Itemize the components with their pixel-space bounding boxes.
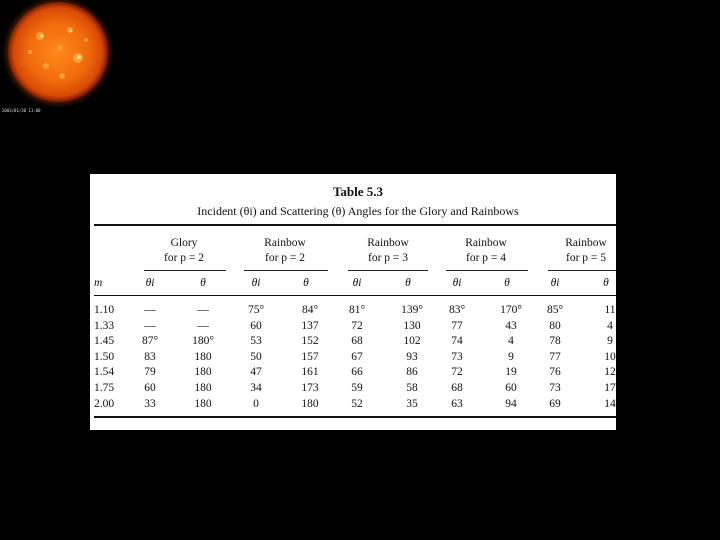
table-cell: 74: [451, 335, 463, 348]
table-cell: —: [144, 319, 156, 332]
table-cell: 19: [505, 366, 517, 379]
table-cell: 180°: [192, 335, 214, 348]
table-cell: 76: [549, 366, 561, 379]
row-m-value: 1.45: [94, 335, 115, 348]
header-rule: [94, 295, 616, 296]
top-rule: [94, 224, 616, 226]
table-cell: 43: [505, 319, 517, 332]
table-cell: 77: [549, 350, 561, 363]
row-m-value: 1.50: [94, 350, 115, 363]
table-cell: 157: [301, 350, 319, 363]
table-cell: 17: [604, 382, 616, 394]
table-cell: —: [144, 304, 156, 316]
table-cell: 180: [194, 366, 212, 379]
table-cell: 67: [351, 350, 363, 363]
table-cell: 152: [301, 335, 319, 348]
group-header-rainbow-p4: [456, 236, 516, 266]
group-for: for p = 4: [465, 252, 507, 264]
group-underline: [548, 270, 616, 271]
table-cell: 75°: [247, 304, 265, 316]
table-cell: 161: [301, 366, 319, 379]
table-cell: —: [197, 304, 209, 316]
group-underline: [244, 270, 328, 271]
table-cell: 180: [194, 350, 212, 363]
table-cell: 83°: [448, 304, 466, 316]
table-cell: 78: [549, 335, 561, 348]
table-cell: 79: [144, 366, 156, 379]
col-header: θ: [200, 277, 206, 289]
table-cell: 180: [301, 397, 319, 410]
table-cell: 94: [505, 397, 517, 410]
table-cell: 50: [250, 350, 262, 363]
group-name: Rainbow: [367, 237, 409, 249]
table-cell: 102: [403, 335, 421, 348]
table-cell: 0: [253, 397, 259, 410]
table-document: [90, 174, 616, 430]
table-cell: 10: [604, 350, 616, 363]
table-cell: 180: [194, 397, 212, 410]
table-cell: 173: [301, 382, 319, 394]
table-cell: 130: [403, 319, 421, 332]
table-cell: 137: [301, 319, 319, 332]
table-cell: 72: [351, 319, 363, 332]
table-cell: 77: [451, 319, 463, 332]
group-name: Rainbow: [264, 237, 306, 249]
sun-timestamp: 2003/01/30 11:00: [2, 108, 41, 113]
table-cell: 60: [144, 382, 156, 394]
table-cell: 66: [351, 366, 363, 379]
table-cell: 86: [406, 366, 418, 379]
table-cell: 68: [351, 335, 363, 348]
table-cell: 9: [508, 350, 514, 363]
table-cell: 60: [505, 382, 517, 394]
group-header-rainbow-p2: [256, 236, 314, 266]
table-cell: 9: [607, 335, 613, 348]
table-cell: 4: [508, 335, 514, 348]
col-header: θi: [251, 277, 261, 289]
col-header: θ: [603, 277, 609, 289]
table-subtitle: Incident (θi) and Scattering (θ) Angles for the Glory and Rainbows: [197, 204, 519, 218]
group-for: for p = 5: [565, 252, 607, 264]
table-cell: 170°: [500, 304, 522, 316]
table-cell: 93: [406, 350, 418, 363]
table-cell: 84°: [301, 304, 319, 316]
row-m-value: 1.75: [94, 382, 115, 394]
group-name: Rainbow: [565, 237, 607, 249]
group-for: for p = 2: [163, 252, 205, 264]
col-header: θi: [452, 277, 462, 289]
table-cell: 72: [451, 366, 463, 379]
table-cell: 60: [250, 319, 262, 332]
col-header: θi: [352, 277, 362, 289]
col-header-m: m: [94, 277, 103, 289]
table-title: Table 5.3: [332, 184, 384, 199]
row-m-value: 1.10: [94, 304, 115, 316]
col-header: θ: [504, 277, 510, 289]
col-header: θi: [550, 277, 560, 289]
table-cell: 73: [549, 382, 561, 394]
group-name: Rainbow: [465, 237, 507, 249]
table-cell: 80: [549, 319, 561, 332]
table-cell: 180: [194, 382, 212, 394]
table-cell: 11: [604, 304, 616, 316]
table-cell: 4: [607, 319, 613, 332]
table-cell: 59: [351, 382, 363, 394]
table-cell: 63: [451, 397, 463, 410]
col-header: θ: [405, 277, 411, 289]
table-cell: 47: [250, 366, 262, 379]
sun-image: [0, 0, 116, 116]
table-cell: 83: [144, 350, 156, 363]
table-cell: 14: [604, 397, 616, 410]
col-header: θ: [303, 277, 309, 289]
group-header-glory: [158, 236, 210, 266]
table-cell: 53: [250, 335, 262, 348]
table-cell: 12: [604, 366, 616, 379]
table-cell: 52: [351, 397, 363, 410]
group-underline: [144, 270, 226, 271]
group-for: for p = 2: [264, 252, 306, 264]
table-cell: 35: [406, 397, 418, 410]
table-cell: 85°: [546, 304, 564, 316]
group-for: for p = 3: [367, 252, 409, 264]
row-m-value: 1.54: [94, 366, 115, 379]
bottom-rule: [94, 416, 616, 418]
table-cell: 34: [250, 382, 262, 394]
row-m-value: 2.00: [94, 397, 115, 410]
row-m-value: 1.33: [94, 319, 115, 332]
group-underline: [446, 270, 528, 271]
group-header-rainbow-p3: [358, 236, 418, 266]
table-cell: 81°: [348, 304, 366, 316]
col-header: θi: [145, 277, 155, 289]
table-cell: —: [197, 319, 209, 332]
table-cell: 73: [451, 350, 463, 363]
table-cell: 69: [549, 397, 561, 410]
group-header-rainbow-p5: [556, 236, 616, 266]
table-cell: 87°: [141, 335, 159, 348]
group-underline: [348, 270, 428, 271]
group-name: Glory: [170, 237, 198, 249]
table-cell: 58: [406, 382, 418, 394]
table-cell: 139°: [401, 304, 423, 316]
sun-graphic: [0, 0, 116, 116]
table-cell: 33: [144, 397, 156, 410]
table-cell: 68: [451, 382, 463, 394]
